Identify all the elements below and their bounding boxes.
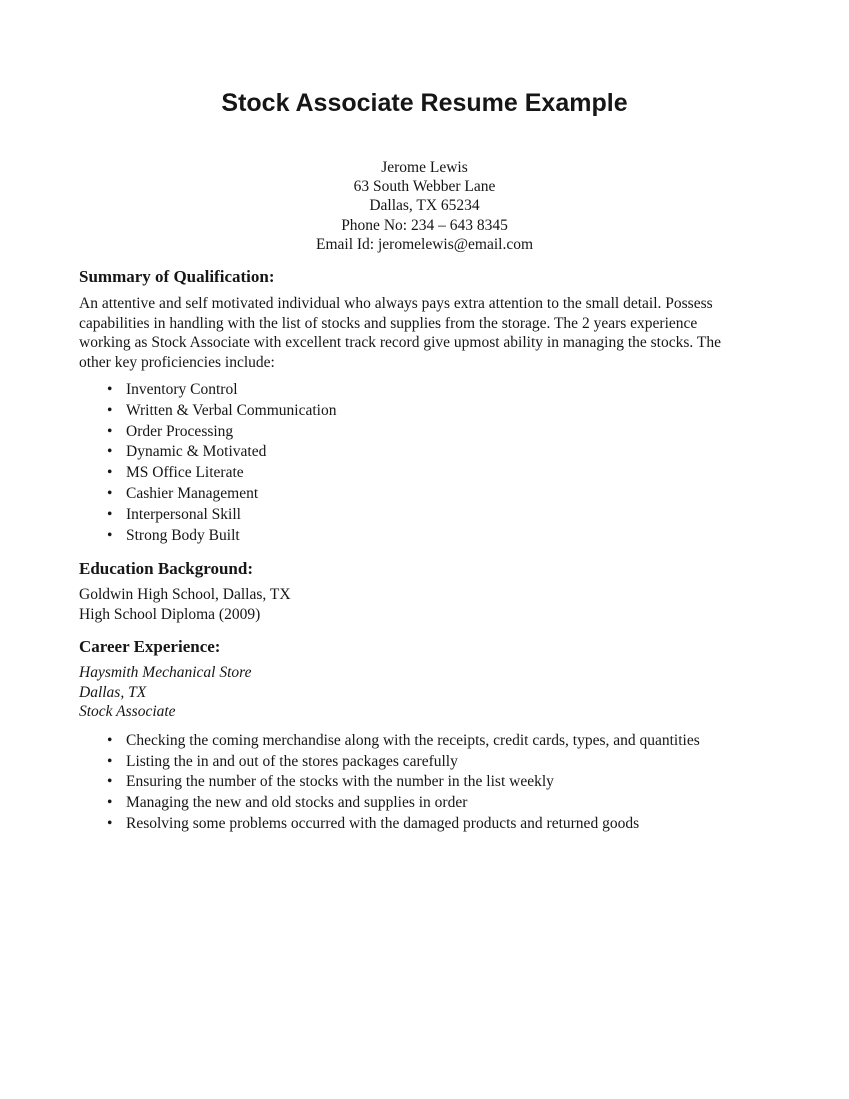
summary-paragraph-line: capabilities in handling with the list of stocks and supplies from the storage. The 2 years experience [79,314,698,332]
skill-list-item: • Order Processing [79,422,770,443]
skill-list-item: • Inventory Control [79,380,770,401]
summary-paragraph-line: working as Stock Associate with excellent track record give upmost ability in managing the stocks. The [79,334,721,352]
contact-address-street: 63 South Webber Lane [353,178,496,196]
resume-body [0,266,849,835]
contact-phone: Phone No: 234 – 643 8345 [341,216,508,234]
skills-list [79,380,770,546]
contact-address-city: Dallas, TX 65234 [369,197,480,215]
education-block [79,585,770,624]
duty-list-item: • Resolving some problems occurred with the damaged products and returned goods [79,814,770,835]
duty-list-item: • Listing the in and out of the stores packages carefully [79,752,770,773]
career-location: Dallas, TX [79,683,147,701]
summary-paragraph [79,294,779,372]
contact-name: Jerome Lewis [381,159,468,176]
duty-list-item: • Ensuring the number of the stocks with the number in the list weekly [79,772,770,793]
page-title: Stock Associate Resume Example [221,89,628,117]
summary-paragraph-line: An attentive and self motivated individual who always pays extra attention to the small detail. Possess [79,295,713,313]
education-heading: Education Background: [79,559,253,579]
career-employer-block [79,663,770,722]
career-heading: Career Experience: [79,637,221,657]
education-school: Goldwin High School, Dallas, TX [79,586,291,604]
contact-block [0,158,849,254]
contact-email: Email Id: jeromelewis@email.com [316,235,533,253]
skill-list-item: • Cashier Management [79,484,770,505]
skill-list-item: • MS Office Literate [79,463,770,484]
career-job-title: Stock Associate [79,703,176,721]
skill-list-item: • Dynamic & Motivated [79,442,770,463]
duty-list-item: • Checking the coming merchandise along with the receipts, credit cards, types, and quantities [79,731,770,752]
duty-list-item: • Managing the new and old stocks and supplies in order [79,793,770,814]
duties-list [79,731,770,835]
skill-list-item: • Interpersonal Skill [79,505,770,526]
career-employer: Haysmith Mechanical Store [79,664,252,682]
summary-heading: Summary of Qualification: [79,267,275,287]
skill-list-item: • Written & Verbal Communication [79,401,770,422]
education-diploma: High School Diploma (2009) [79,605,261,623]
summary-paragraph-line: other key proficiencies include: [79,353,275,371]
skill-list-item: • Strong Body Built [79,526,770,547]
